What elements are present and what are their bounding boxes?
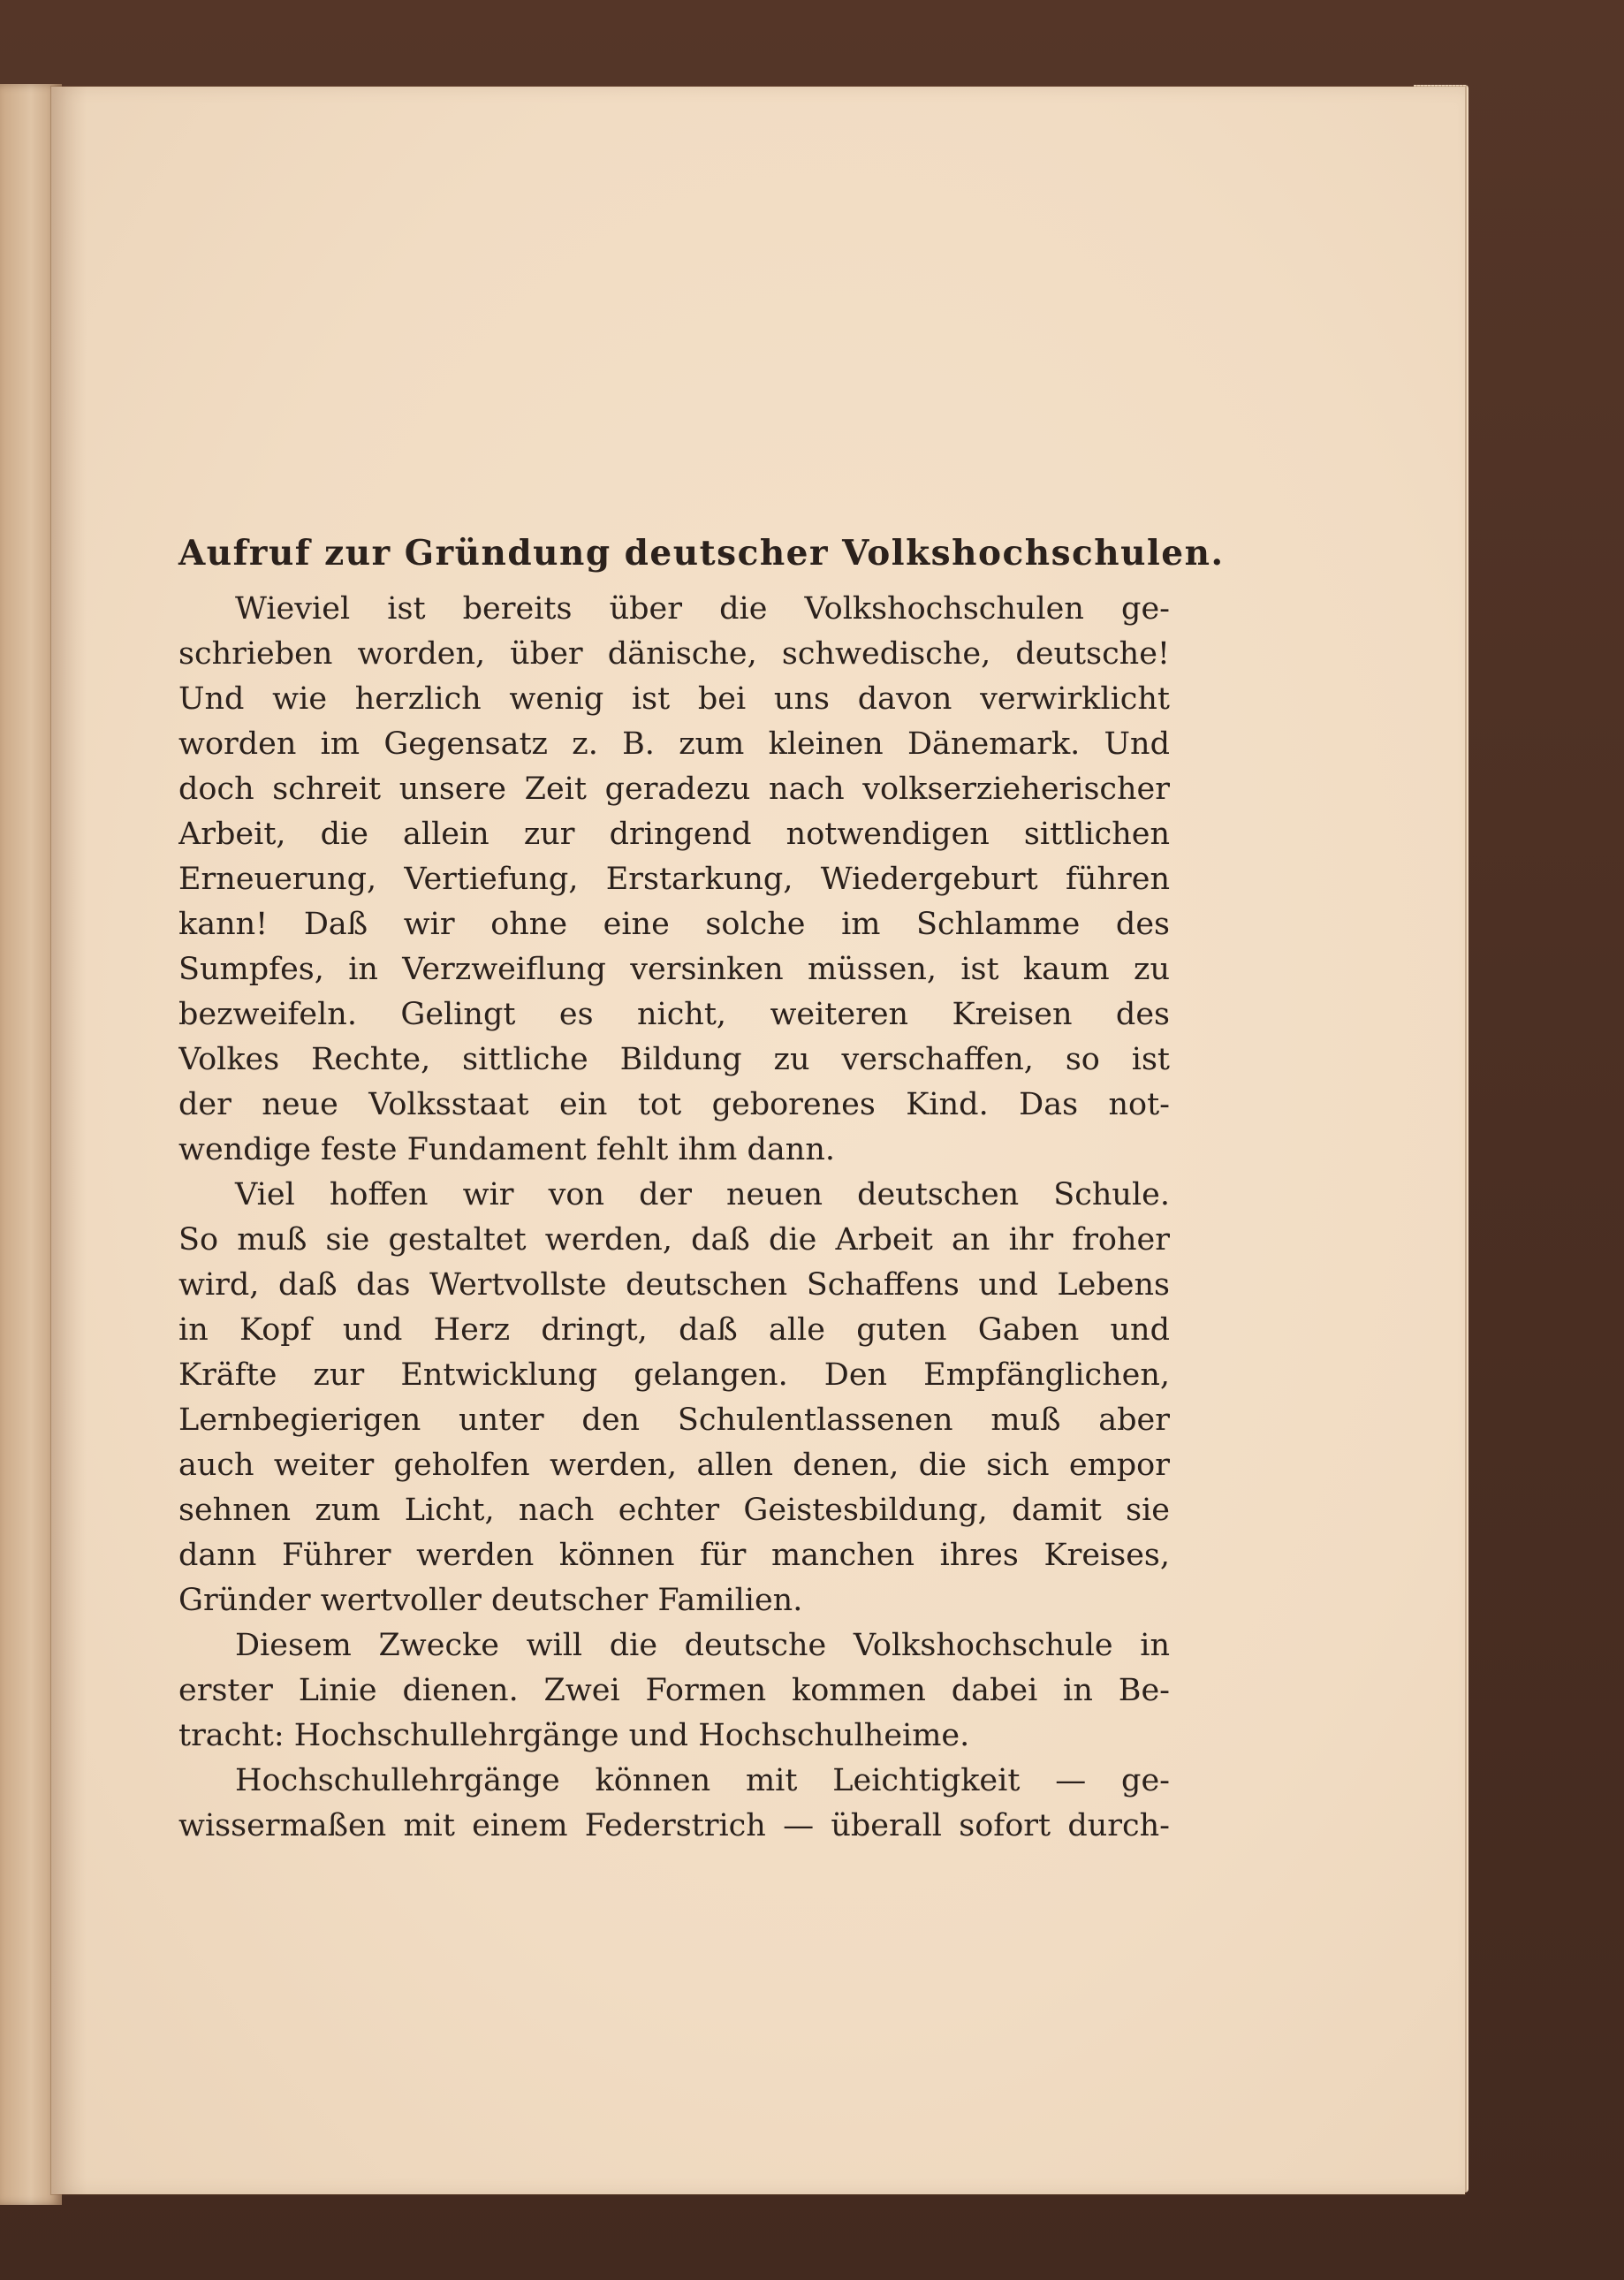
text-line: auch weiter geholfen werden, allen denen, die sich empor	[178, 1448, 1170, 1483]
text-line: dann Führer werden können für manchen ihres Kreises,	[178, 1538, 1170, 1573]
text-line: wird, daß das Wertvollste deutschen Schaffens und Lebens	[178, 1267, 1170, 1303]
page-text	[178, 530, 1225, 1849]
text-line: Sumpfes, in Verzweiflung versinken müssen, ist kaum zu	[178, 952, 1170, 987]
text-line: worden im Gegensatz z. B. zum kleinen Dänemark. Und	[178, 726, 1170, 762]
text-line: Lernbegierigen unter den Schulentlassenen muß aber	[178, 1402, 1170, 1438]
text-line: erster Linie dienen. Zwei Formen kommen dabei in Be-	[178, 1673, 1170, 1708]
text-line: in Kopf und Herz dringt, daß alle guten Gaben und	[178, 1312, 1170, 1348]
text-line: Gründer wertvoller deutscher Familien.	[178, 1583, 803, 1618]
text-line: Und wie herzlich wenig ist bei uns davon verwirklicht	[178, 681, 1170, 717]
text-line: wendige feste Fundament fehlt ihm dann.	[178, 1132, 835, 1167]
text-line: wissermaßen mit einem Federstrich — überall sofort durch-	[178, 1808, 1170, 1843]
text-line: So muß sie gestaltet werden, daß die Arbeit an ihr froher	[178, 1222, 1170, 1258]
text-line: Erneuerung, Vertiefung, Erstarkung, Wiedergeburt führen	[178, 862, 1170, 897]
paragraph-2	[178, 1173, 1170, 1623]
text-line: schrieben worden, über dänische, schwedische, deutsche!	[178, 636, 1170, 672]
text-line: der neue Volksstaat ein tot geborenes Kind. Das not-	[178, 1087, 1170, 1122]
text-line: doch schreit unsere Zeit geradezu nach volkserzieherischer	[178, 771, 1170, 807]
text-line: kann! Daß wir ohne eine solche im Schlamme des	[178, 907, 1170, 942]
text-line: sehnen zum Licht, nach echter Geistesbildung, damit sie	[178, 1493, 1170, 1528]
gutter-shadow	[51, 87, 87, 2194]
text-line: Viel hoffen wir von der neuen deutschen Schule.	[235, 1177, 1170, 1212]
text-line: Kräfte zur Entwicklung gelangen. Den Empfänglichen,	[178, 1357, 1170, 1393]
paragraph-1	[178, 587, 1170, 1173]
page-title: Aufruf zur Gründung deutscher Volkshochschulen.	[178, 533, 1225, 574]
text-line: tracht: Hochschullehrgänge und Hochschulheime.	[178, 1718, 970, 1753]
text-line: bezweifeln. Gelingt es nicht, weiteren Kreisen des	[178, 997, 1170, 1032]
text-line: Volkes Rechte, sittliche Bildung zu verschaffen, so ist	[178, 1042, 1170, 1077]
text-line: Diesem Zwecke will die deutsche Volkshochschule in	[235, 1628, 1170, 1663]
text-line: Arbeit, die allein zur dringend notwendigen sittlichen	[178, 817, 1170, 852]
text-line: Hochschullehrgänge können mit Leichtigkeit — ge-	[235, 1763, 1170, 1798]
paragraph-3	[178, 1623, 1170, 1759]
paragraph-4	[178, 1759, 1170, 1849]
text-line: Wieviel ist bereits über die Volkshochschulen ge-	[235, 591, 1170, 627]
